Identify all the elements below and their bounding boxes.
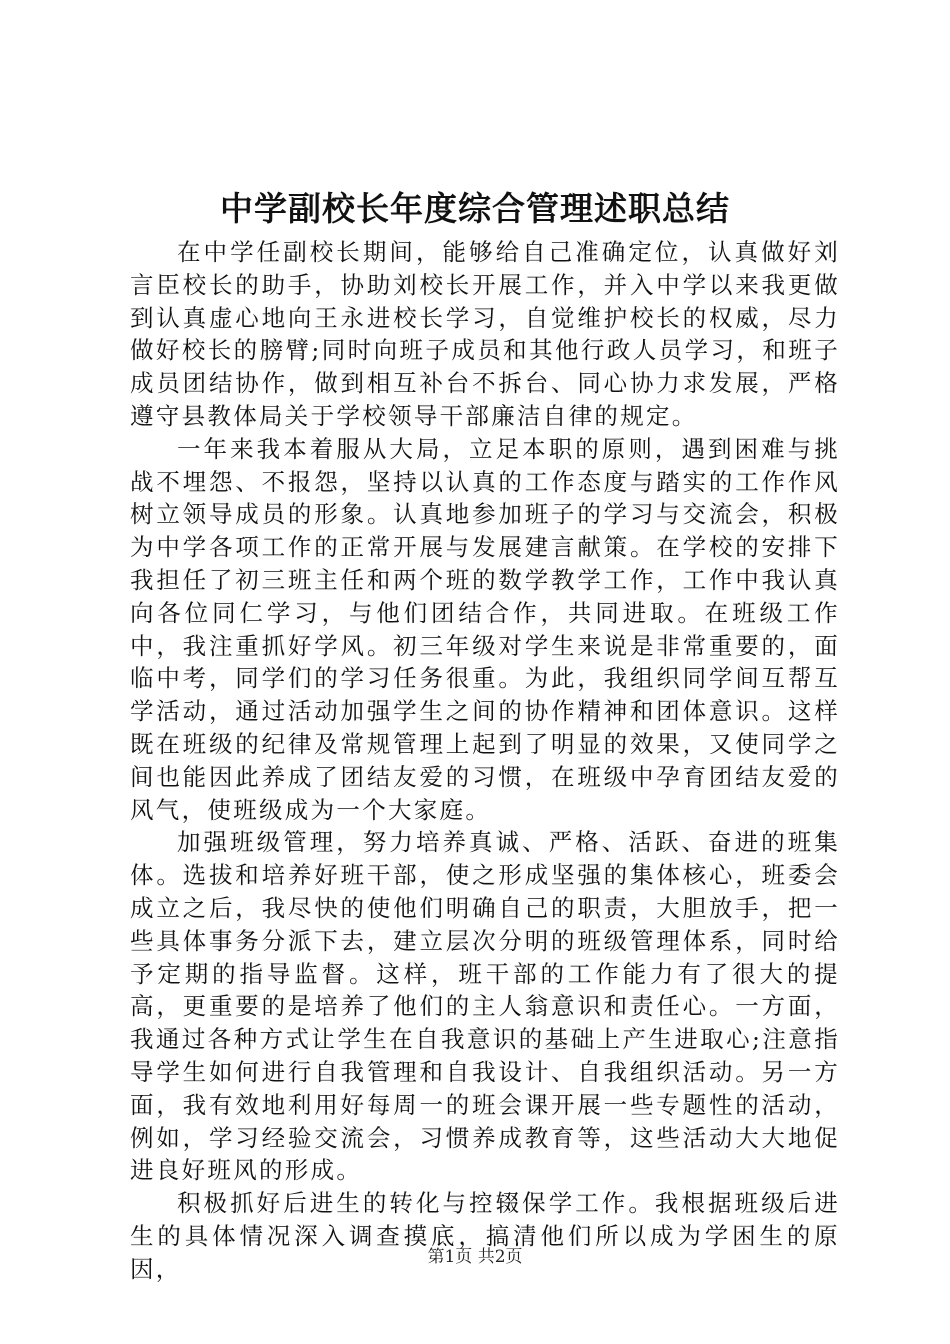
document-title: 中学副校长年度综合管理述职总结 [220,189,730,228]
document-body [130,236,840,1286]
paragraph-3: 加强班级管理，努力培养真诚、严格、活跃、奋进的班集体。选拔和培养好班干部，使之形成坚强的集体核心，班委会成立之后，我尽快的使他们明确自己的职责，大胆放手，把一些具体事务分派下去，建立层次分明的班级管理体系，同时给予定期的指导监督。这样，班干部的工作能力有了很大的提高，更重要的是培养了他们的主人翁意识和责任心。一方面，我通过各种方式让学生在自我意识的基础上产生进取心;注意指导学生如何进行自我管理和自我设计、自我组织活动。另一方面，我有效地利用好每周一的班会课开展一些专题性的活动，例如，学习经验交流会，习惯养成教育等，这些活动大大地促进良好班风的形成。 [130,828,840,1185]
paragraph-1: 在中学任副校长期间，能够给自己准确定位，认真做好刘言臣校长的助手，协助刘校长开展工作，并入中学以来我更做到认真虚心地向王永进校长学习，自觉维护校长的权威，尽力做好校长的膀臂;同时向班子成员和其他行政人员学习，和班子成员团结协作，做到相互补台不拆台、同心协力求发展，严格遵守县教体局关于学校领导干部廉洁自律的规定。 [130,238,840,430]
paragraph-2: 一年来我本着服从大局，立足本职的原则，遇到困难与挑战不埋怨、不报怨，坚持以认真的工作态度与踏实的工作作风树立领导成员的形象。认真地参加班子的学习与交流会，积极为中学各项工作的正常开展与发展建言献策。在学校的安排下我担任了初三班主任和两个班的数学教学工作，工作中我认真向各位同仁学习，与他们团结合作，共同进取。在班级工作中，我注重抓好学风。初三年级对学生来说是非常重要的，面临中考，同学们的学习任务很重。为此，我组织同学间互帮互学活动，通过活动加强学生之间的协作精神和团体意识。这样既在班级的纪律及常规管理上起到了明显的效果，又使同学之间也能因此养成了团结友爱的习惯，在班级中孕育团结友爱的风气，使班级成为一个大家庭。 [130,434,840,824]
page-number-footer: 第1页 共2页 [427,1247,523,1267]
paragraph-4: 积极抓好后进生的转化与控辍保学工作。我根据班级后进生的具体情况深入调查摸底，搞清他们所以成为学困生的原因， [130,1189,840,1283]
